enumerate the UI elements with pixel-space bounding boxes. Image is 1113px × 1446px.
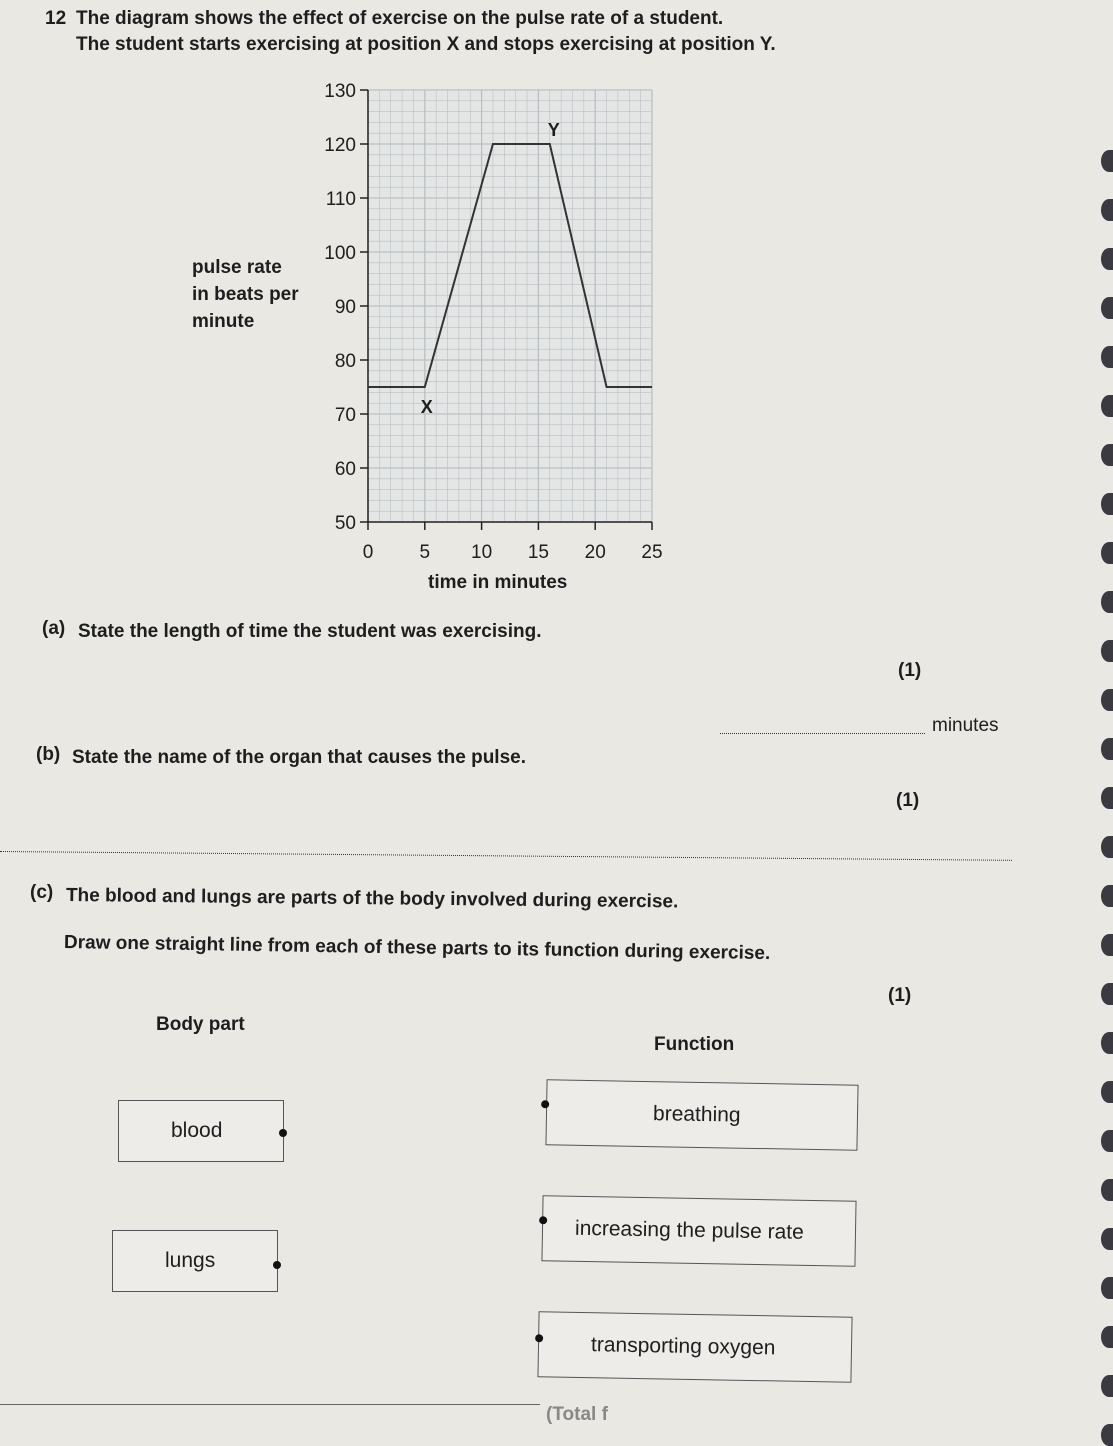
binding-ring — [1101, 738, 1113, 760]
binding-ring — [1101, 444, 1113, 466]
y-tick-label: 90 — [334, 297, 356, 318]
function-box-increasing-pulse — [541, 1195, 856, 1266]
body-part-box-lungs — [112, 1230, 278, 1292]
function-dot-increasing-pulse[interactable] — [539, 1216, 547, 1224]
function-header: Function — [654, 1034, 735, 1055]
binding-ring — [1101, 591, 1113, 613]
question-intro-line1: The diagram shows the effect of exercise on the pulse rate of a student. — [76, 8, 724, 29]
binding-ring — [1101, 1326, 1113, 1348]
part-a-question: State the length of time the student was exercising. — [78, 621, 542, 642]
binding-ring — [1101, 836, 1113, 858]
body-part-label-blood: blood — [171, 1119, 223, 1142]
part-b-label: (b) — [36, 744, 61, 765]
part-a-label: (a) — [42, 618, 66, 639]
x-tick-label: 15 — [527, 542, 549, 563]
y-tick-label: 100 — [324, 243, 356, 264]
y-tick-label: 60 — [334, 459, 356, 480]
function-label-breathing: breathing — [652, 1102, 741, 1127]
function-label-transporting-oxygen: transporting oxygen — [590, 1333, 776, 1360]
y-tick-label: 50 — [334, 513, 356, 534]
binding-ring — [1101, 297, 1113, 319]
part-c-text2-bold: one — [115, 932, 150, 955]
binding-ring — [1101, 346, 1113, 368]
binding-ring — [1101, 1179, 1113, 1201]
binding-ring — [1101, 493, 1113, 515]
part-a-unit: minutes — [932, 715, 999, 736]
binding-ring — [1101, 395, 1113, 417]
binding-ring — [1101, 689, 1113, 711]
function-dot-breathing[interactable] — [541, 1100, 549, 1108]
annotation-x: X — [420, 397, 433, 417]
part-c-text2-pre: Draw — [63, 932, 116, 954]
x-tick-label: 0 — [362, 542, 374, 563]
part-b-question: State the name of the organ that causes the pulse. — [72, 747, 526, 768]
y-tick-label: 110 — [325, 189, 356, 210]
binding-ring — [1101, 199, 1113, 221]
x-tick-label: 20 — [584, 542, 606, 563]
x-tick-label: 10 — [471, 542, 493, 563]
binding-ring — [1101, 150, 1113, 172]
binding-ring — [1101, 1032, 1113, 1054]
part-a-marks: (1) — [898, 660, 922, 681]
y-tick-label: 80 — [334, 351, 356, 372]
footer-total-partial: (Total f — [546, 1404, 608, 1425]
part-c-text1: The blood and lungs are parts of the body involved during exercise. — [65, 885, 679, 913]
binding-ring — [1101, 640, 1113, 662]
question-intro-line2: The student starts exercising at position X and stops exercising at position Y. — [76, 34, 776, 55]
annotation-y: Y — [547, 120, 560, 140]
part-c-text2 — [64, 932, 771, 965]
part-c-text2-post: straight line from each of these parts to its function during exercise. — [149, 933, 771, 965]
y-axis-label-line3: minute — [192, 311, 255, 332]
function-box-transporting-oxygen — [537, 1311, 852, 1382]
binding-ring — [1101, 542, 1113, 564]
binding-ring — [1101, 1228, 1113, 1250]
body-part-dot-lungs[interactable] — [273, 1261, 281, 1269]
question-number: 12 — [45, 8, 67, 29]
binding-ring — [1101, 1277, 1113, 1299]
binding-ring — [1101, 1081, 1113, 1103]
part-c-marks: (1) — [888, 985, 912, 1006]
binding-ring — [1101, 983, 1113, 1005]
body-part-label-lungs: lungs — [165, 1249, 216, 1272]
binding-ring — [1101, 1375, 1113, 1397]
x-tick-label: 5 — [419, 542, 431, 563]
y-tick-label: 70 — [334, 405, 356, 426]
x-tick-label: 25 — [641, 542, 663, 563]
part-c-label: (c) — [30, 882, 54, 903]
pulse-rate-chart — [0, 0, 1113, 620]
spiral-binding — [1095, 0, 1113, 1426]
body-part-box-blood — [118, 1100, 284, 1162]
binding-ring — [1101, 248, 1113, 270]
y-axis-label-line2: in beats per — [192, 284, 299, 305]
x-axis-label: time in minutes — [428, 572, 568, 593]
chart-svg — [0, 0, 700, 610]
y-tick-label: 130 — [324, 81, 356, 102]
binding-ring — [1101, 1424, 1113, 1446]
binding-ring — [1101, 1130, 1113, 1152]
part-a-answer-line[interactable] — [720, 733, 925, 734]
binding-ring — [1101, 885, 1113, 907]
body-part-dot-blood[interactable] — [279, 1129, 287, 1137]
binding-ring — [1101, 934, 1113, 956]
function-label-increasing-pulse: increasing the pulse rate — [574, 1216, 805, 1244]
binding-ring — [1101, 787, 1113, 809]
function-box-breathing — [545, 1079, 858, 1150]
footer-line — [0, 1404, 540, 1405]
part-b-marks: (1) — [896, 790, 920, 811]
y-axis-label-line1: pulse rate — [192, 257, 282, 278]
body-part-header: Body part — [156, 1014, 245, 1035]
part-b-answer-line[interactable] — [0, 851, 1012, 861]
function-dot-transporting-oxygen[interactable] — [535, 1334, 543, 1342]
y-axis-label — [192, 254, 299, 335]
y-tick-label: 120 — [324, 135, 356, 156]
